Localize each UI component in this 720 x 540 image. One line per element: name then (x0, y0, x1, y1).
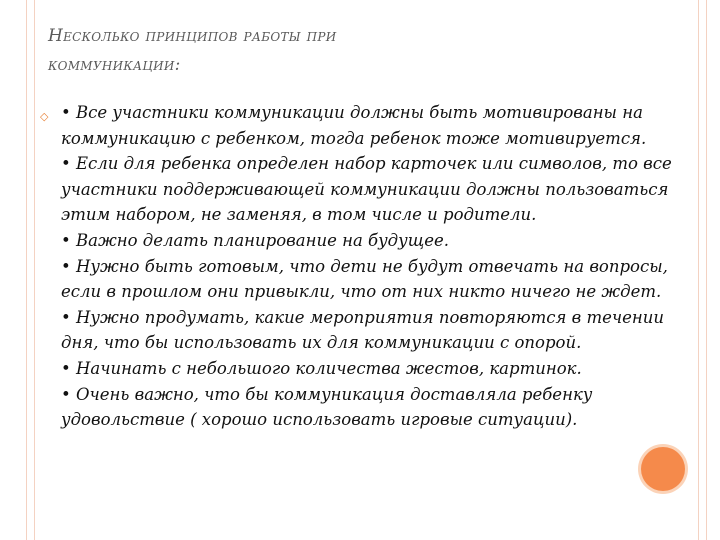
point-4: • Нужно быть готовым, что дети не будут отвечать на вопросы, если в прошлом они привыкли, что от них никто ничего не ждет. (61, 256, 668, 302)
point-3: • Важно делать планирование на будущее. (61, 230, 449, 250)
point-1: • Все участники коммуникации должны быть мотивированы на коммуникацию с ребенком, тогда ребенок тоже мотивируется. (61, 103, 647, 148)
slide-title (48, 22, 678, 80)
bullet-diamond-icon: ◇ (40, 110, 49, 123)
right-frame-stripe (698, 0, 720, 540)
right-frame-line (706, 0, 707, 540)
point-6: • Начинать с небольшого количества жестов, картинок. (61, 358, 582, 378)
point-2: • Если для ребенка определен набор карточек или символов, то все участники поддерживающей коммуникации должны пользоваться этим набором, не заменяя, в том числе и родители. (61, 154, 672, 225)
title-line-2: коммуникации: (48, 55, 181, 75)
slide-body (61, 100, 693, 433)
left-frame-stripe (0, 0, 35, 540)
point-5: • Нужно продумать, какие мероприятия повторяются в течении дня, что бы использовать их для коммуникации с опорой. (61, 307, 665, 353)
title-line-1: Несколько принципов работы при (48, 26, 337, 46)
point-7: • Очень важно, что бы коммуникация доставляла ребенку удовольствие ( хорошо использовать игровые ситуации). (61, 384, 593, 430)
decorative-circle (641, 447, 685, 491)
left-frame-line (26, 0, 27, 540)
